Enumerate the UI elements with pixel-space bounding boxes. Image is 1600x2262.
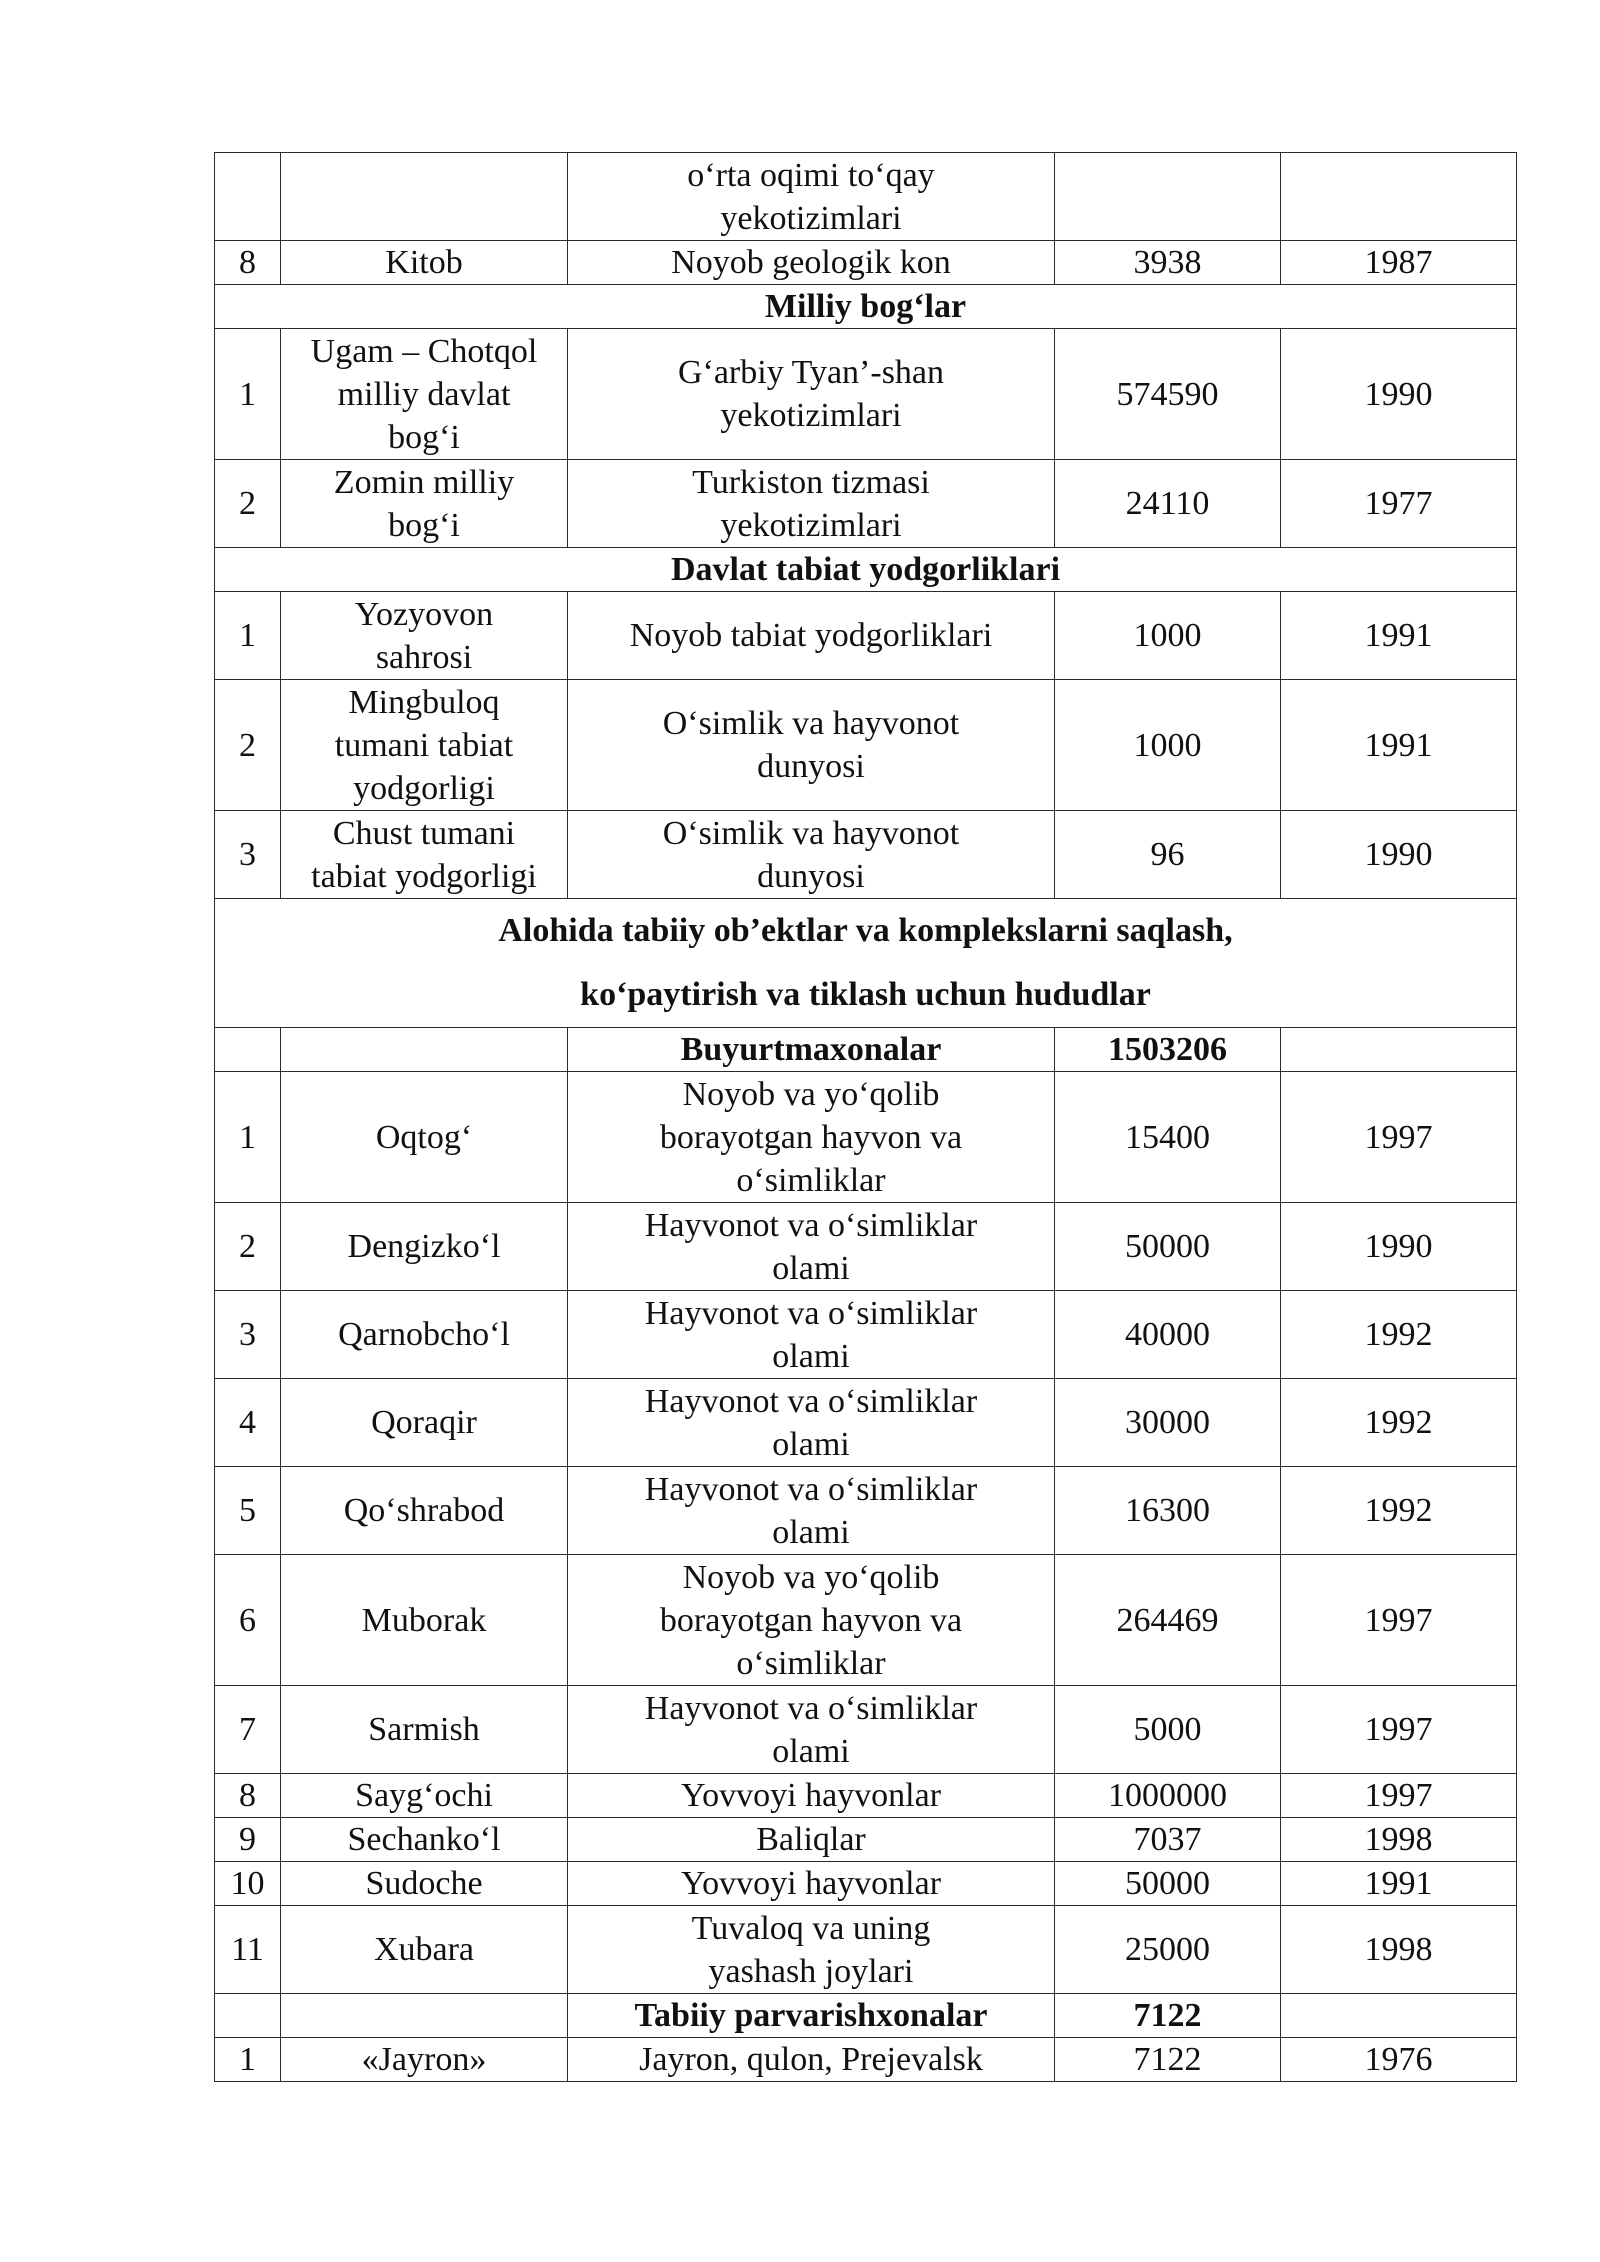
- cell-description: Buyurtmaxonalar: [568, 1028, 1055, 1072]
- table-row: [215, 1774, 1517, 1818]
- cell-year: 1998: [1281, 1818, 1517, 1862]
- cell-name: Ugam – Chotqol milliy davlat bog‘i: [281, 329, 568, 460]
- cell-area: 30000: [1055, 1379, 1281, 1467]
- cell-number: 2: [215, 460, 281, 548]
- cell-description: O‘simlik va hayvonot dunyosi: [568, 811, 1055, 899]
- table-row: [215, 1555, 1517, 1686]
- cell-number: 1: [215, 592, 281, 680]
- table-body: [215, 153, 1517, 2082]
- cell-number: 8: [215, 1774, 281, 1818]
- cell-area: 15400: [1055, 1072, 1281, 1203]
- cell-area: 50000: [1055, 1203, 1281, 1291]
- cell-number: [215, 1028, 281, 1072]
- cell-name: Muborak: [281, 1555, 568, 1686]
- cell-description: Hayvonot va o‘simliklar olami: [568, 1686, 1055, 1774]
- cell-number: 7: [215, 1686, 281, 1774]
- cell-year: 1997: [1281, 1686, 1517, 1774]
- cell-area: 24110: [1055, 460, 1281, 548]
- protected-areas-table: [214, 152, 1517, 2082]
- cell-number: 2: [215, 1203, 281, 1291]
- cell-year: 1977: [1281, 460, 1517, 548]
- cell-year: [1281, 1994, 1517, 2038]
- table-row: [215, 329, 1517, 460]
- subtotal-row: [215, 1028, 1517, 1072]
- cell-area: 7122: [1055, 1994, 1281, 2038]
- subtotal-row: [215, 1994, 1517, 2038]
- cell-description: Tuvaloq va uning yashash joylari: [568, 1906, 1055, 1994]
- cell-number: 5: [215, 1467, 281, 1555]
- cell-area: 96: [1055, 811, 1281, 899]
- cell-description: Noyob geologik kon: [568, 241, 1055, 285]
- cell-description: Yovvoyi hayvonlar: [568, 1774, 1055, 1818]
- cell-description: Hayvonot va o‘simliklar olami: [568, 1291, 1055, 1379]
- cell-year: 1997: [1281, 1774, 1517, 1818]
- cell-description: o‘rta oqimi to‘qay yekotizimlari: [568, 153, 1055, 241]
- cell-description: Noyob va yo‘qolib borayotgan hayvon va o‘simliklar: [568, 1555, 1055, 1686]
- cell-year: 1991: [1281, 592, 1517, 680]
- cell-number: 10: [215, 1862, 281, 1906]
- cell-area: [1055, 153, 1281, 241]
- table-row: [215, 460, 1517, 548]
- cell-number: 6: [215, 1555, 281, 1686]
- cell-year: 1976: [1281, 2038, 1517, 2082]
- cell-year: 1992: [1281, 1467, 1517, 1555]
- table-row: [215, 1686, 1517, 1774]
- cell-area: 574590: [1055, 329, 1281, 460]
- cell-year: 1990: [1281, 811, 1517, 899]
- cell-year: 1998: [1281, 1906, 1517, 1994]
- table-row: [215, 680, 1517, 811]
- cell-number: 3: [215, 811, 281, 899]
- cell-name: «Jayron»: [281, 2038, 568, 2082]
- table-row: [215, 592, 1517, 680]
- cell-name: Mingbuloq tumani tabiat yodgorligi: [281, 680, 568, 811]
- cell-year: 1991: [1281, 680, 1517, 811]
- cell-number: 1: [215, 1072, 281, 1203]
- cell-description: Jayron, qulon, Prejevalsk: [568, 2038, 1055, 2082]
- cell-year: 1987: [1281, 241, 1517, 285]
- cell-year: 1997: [1281, 1555, 1517, 1686]
- cell-description: Noyob va yo‘qolib borayotgan hayvon va o‘simliklar: [568, 1072, 1055, 1203]
- cell-area: 1000000: [1055, 1774, 1281, 1818]
- cell-name: Kitob: [281, 241, 568, 285]
- table-row: [215, 1072, 1517, 1203]
- cell-description: G‘arbiy Tyan’-shan yekotizimlari: [568, 329, 1055, 460]
- cell-number: [215, 153, 281, 241]
- cell-name: Dengizko‘l: [281, 1203, 568, 1291]
- cell-number: 1: [215, 329, 281, 460]
- table-row: [215, 153, 1517, 241]
- cell-description: Tabiiy parvarishxonalar: [568, 1994, 1055, 2038]
- cell-year: 1990: [1281, 1203, 1517, 1291]
- table-row: [215, 811, 1517, 899]
- section-title: Alohida tabiiy ob’ektlar va komplekslarni saqlash, ko‘paytirish va tiklash uchun hududlar: [215, 899, 1517, 1028]
- cell-area: 1000: [1055, 592, 1281, 680]
- cell-description: Hayvonot va o‘simliklar olami: [568, 1203, 1055, 1291]
- table-row: [215, 1818, 1517, 1862]
- cell-name: Sudoche: [281, 1862, 568, 1906]
- table-row: [215, 1379, 1517, 1467]
- cell-area: 5000: [1055, 1686, 1281, 1774]
- cell-description: Hayvonot va o‘simliklar olami: [568, 1467, 1055, 1555]
- cell-number: 11: [215, 1906, 281, 1994]
- cell-name: Sarmish: [281, 1686, 568, 1774]
- table-row: [215, 1906, 1517, 1994]
- table-row: [215, 1203, 1517, 1291]
- cell-area: 50000: [1055, 1862, 1281, 1906]
- cell-year: [1281, 153, 1517, 241]
- cell-name: Oqtog‘: [281, 1072, 568, 1203]
- cell-year: 1997: [1281, 1072, 1517, 1203]
- cell-area: 7037: [1055, 1818, 1281, 1862]
- cell-number: 2: [215, 680, 281, 811]
- cell-year: [1281, 1028, 1517, 1072]
- cell-description: Noyob tabiat yodgorliklari: [568, 592, 1055, 680]
- cell-description: Baliqlar: [568, 1818, 1055, 1862]
- cell-name: Chust tumani tabiat yodgorligi: [281, 811, 568, 899]
- cell-area: 40000: [1055, 1291, 1281, 1379]
- cell-name: [281, 1028, 568, 1072]
- cell-area: 264469: [1055, 1555, 1281, 1686]
- cell-year: 1991: [1281, 1862, 1517, 1906]
- cell-area: 7122: [1055, 2038, 1281, 2082]
- section-title: Milliy bog‘lar: [215, 285, 1517, 329]
- cell-name: Qarnobcho‘l: [281, 1291, 568, 1379]
- cell-area: 16300: [1055, 1467, 1281, 1555]
- cell-description: Yovvoyi hayvonlar: [568, 1862, 1055, 1906]
- cell-area: 25000: [1055, 1906, 1281, 1994]
- table-row: [215, 2038, 1517, 2082]
- cell-name: [281, 153, 568, 241]
- cell-name: Yozyovon sahrosi: [281, 592, 568, 680]
- cell-number: [215, 1994, 281, 2038]
- cell-number: 3: [215, 1291, 281, 1379]
- cell-area: 1000: [1055, 680, 1281, 811]
- cell-number: 8: [215, 241, 281, 285]
- cell-area: 1503206: [1055, 1028, 1281, 1072]
- cell-description: O‘simlik va hayvonot dunyosi: [568, 680, 1055, 811]
- table-row: [215, 1862, 1517, 1906]
- cell-name: Qo‘shrabod: [281, 1467, 568, 1555]
- cell-area: 3938: [1055, 241, 1281, 285]
- cell-number: 4: [215, 1379, 281, 1467]
- section-header-row: [215, 285, 1517, 329]
- cell-number: 9: [215, 1818, 281, 1862]
- cell-year: 1990: [1281, 329, 1517, 460]
- cell-description: Turkiston tizmasi yekotizimlari: [568, 460, 1055, 548]
- cell-number: 1: [215, 2038, 281, 2082]
- cell-year: 1992: [1281, 1291, 1517, 1379]
- table-row: [215, 241, 1517, 285]
- section-header-row: [215, 899, 1517, 1028]
- cell-name: [281, 1994, 568, 2038]
- section-title: Davlat tabiat yodgorliklari: [215, 548, 1517, 592]
- cell-name: Xubara: [281, 1906, 568, 1994]
- cell-name: Sechanko‘l: [281, 1818, 568, 1862]
- cell-name: Sayg‘ochi: [281, 1774, 568, 1818]
- cell-year: 1992: [1281, 1379, 1517, 1467]
- cell-name: Qoraqir: [281, 1379, 568, 1467]
- cell-name: Zomin milliy bog‘i: [281, 460, 568, 548]
- table-row: [215, 1467, 1517, 1555]
- section-header-row: [215, 548, 1517, 592]
- table-row: [215, 1291, 1517, 1379]
- cell-description: Hayvonot va o‘simliklar olami: [568, 1379, 1055, 1467]
